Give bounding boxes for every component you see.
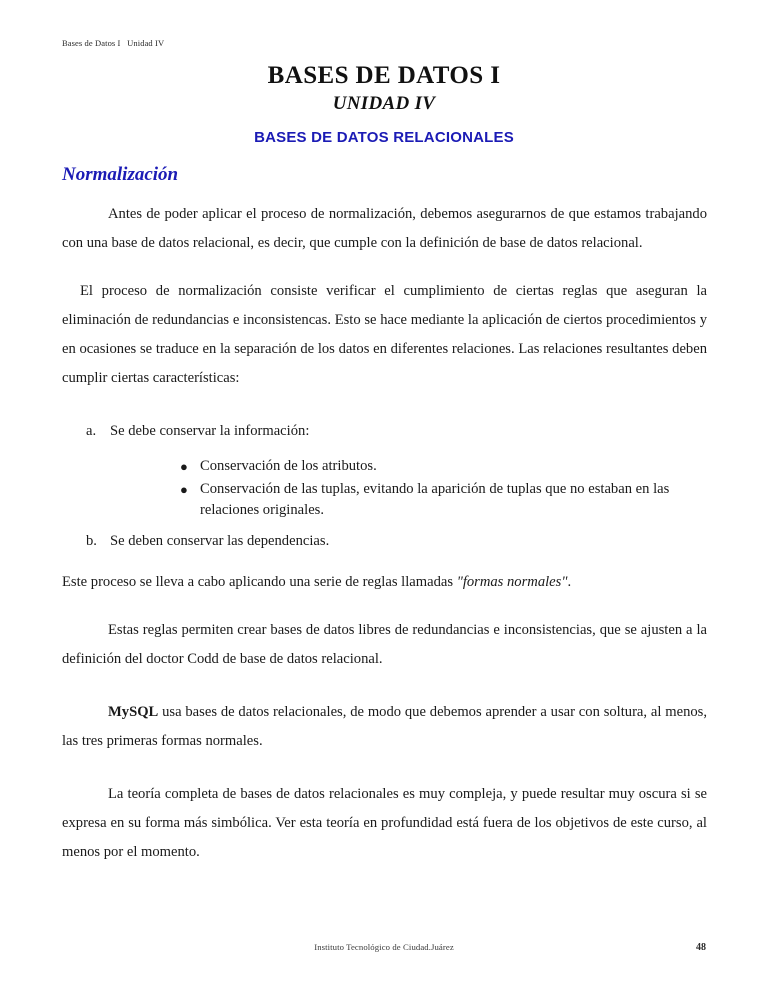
document-title: BASES DE DATOS I <box>267 62 501 89</box>
paragraph-teoria: La teoría completa de bases de datos relacionales es muy compleja, y puede resultar muy oscura si se expresa en su forma más simbólica. Ver esta teoría en profundidad está fuera de los objetivos de este curso, al menos por el momento. <box>62 786 707 860</box>
list-item-label: Se deben conservar las dependencias. <box>110 533 330 549</box>
bullet-icon: ● <box>180 482 188 497</box>
list-item-label: Conservación de las tuplas, evitando la aparición de tuplas que no estaban en las relaciones originales. <box>200 481 670 518</box>
conservation-bullet-list <box>110 456 707 521</box>
heading-normalizacion: Normalización <box>62 164 179 185</box>
paragraph-spacer <box>62 270 707 277</box>
paragraph-spacer <box>62 609 707 616</box>
document-subtitle: UNIDAD IV <box>332 93 436 114</box>
paragraph-spacer <box>62 768 707 780</box>
paragraph-spacer <box>62 556 707 568</box>
paragraph-codd: Estas reglas permiten crear bases de datos libres de redundancias e inconsistencias, que se ajusten a la definición del doctor Codd de base de datos relacional. <box>62 622 707 667</box>
paragraph-formas-normales <box>62 568 707 597</box>
emphasis-formas-normales: "formas normales" <box>456 574 568 590</box>
footer-page-number: 48 <box>696 942 706 953</box>
document-section-title: BASES DE DATOS RELACIONALES <box>254 129 514 146</box>
paragraph-text-rest: usa bases de datos relacionales, de modo que debemos aprender a usar con soltura, al menos, las tres primeras formas normales. <box>62 704 707 749</box>
list-item-marker: b. <box>86 533 97 549</box>
running-header: Bases de Datos I Unidad IV <box>62 38 165 48</box>
document-body <box>62 200 707 879</box>
keyword-mysql: MySQL <box>108 704 159 720</box>
list-item-label: Se debe conservar la información: <box>110 423 310 439</box>
list-item <box>180 479 707 521</box>
characteristics-list <box>62 417 707 556</box>
paragraph-text-prefix: Este proceso se lleva a cabo aplicando una serie de reglas llamadas <box>62 574 457 590</box>
paragraph-intro: Antes de poder aplicar el proceso de normalización, debemos asegurarnos de que estamos trabajando con una base de datos relacional, es decir, que cumple con la definición de base de datos relacional. <box>62 206 707 251</box>
paragraph-process: El proceso de normalización consiste verificar el cumplimiento de ciertas reglas que aseguran la eliminación de redundancias e inconsistencas. Esto se hace mediante la aplicación de ciertos procedimientos y en ocasiones se traduce en la separación de los datos en diferentes relaciones. Las relaciones resultantes deben cumplir ciertas características: <box>62 283 707 386</box>
paragraph-spacer <box>62 405 707 417</box>
paragraph-text-suffix: . <box>567 574 572 590</box>
list-item-label: Conservación de los atributos. <box>200 458 377 474</box>
list-item <box>86 527 707 556</box>
page-footer <box>0 942 768 958</box>
paragraph-mysql <box>62 698 707 756</box>
paragraph-spacer <box>62 686 707 698</box>
list-item-marker: a. <box>86 423 97 439</box>
list-item <box>86 417 707 521</box>
bullet-icon: ● <box>180 459 188 474</box>
footer-institution: Instituto Tecnológico de Ciudad.Juárez <box>314 942 454 952</box>
list-item <box>180 456 707 477</box>
